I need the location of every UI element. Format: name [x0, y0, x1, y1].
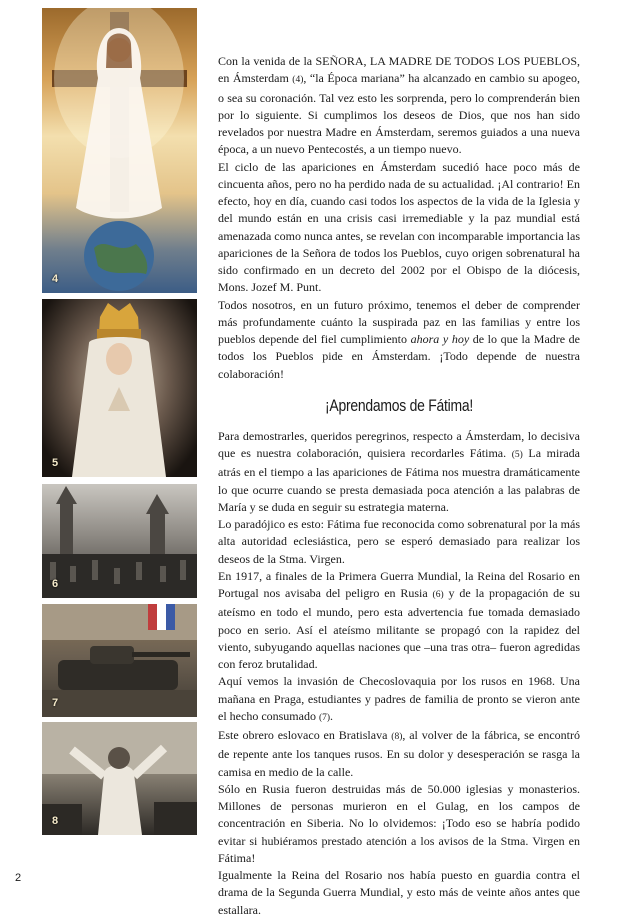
- prague-tanks-illustration: [42, 604, 197, 717]
- paragraph: El ciclo de las apariciones en Ámsterdam sucedió hace poco más de cincuenta años, pero no ha perdido nada de su actualidad. ¡Al contrario! En efecto, hoy en día, cuando casi todos los aspectos de la vida de la Iglesia y del mundo están en una crisis casi irremediable y la paz mundial está amenazada como nunca antes, se revelan con incomparable importancia las apariciones de la Señora de todos los Pueblos, cuyo origen sobrenatural ha sido confirmado en un decreto del 2002 por el Obispo de la diócesis, Mons. Jozef M. Punt.: [218, 159, 580, 295]
- section-heading: ¡Aprendamos de Fátima!: [324, 395, 473, 415]
- fatima-statue-illustration: [42, 299, 197, 477]
- paragraph: Aquí vemos la invasión de Checoslovaquia por los rusos en 1968. Una mañana en Praga, estudiantes y padres de familia de pronto se vieron ante el hecho consumado (7).: [218, 674, 580, 723]
- paragraph: En 1917, a finales de la Primera Guerra Mundial, la Reina del Rosario en Portugal nos avisaba del peligro en Rusia (6) y de la propagación de su ateísmo en todo el mundo, pero esta advertencia fue tomada demasiado poco en serio. Así el ateísmo militante se propagó con la rapidez del viento, subyugando aquellas naciones que –una tras otra– fueron agredidas con feroz brutalidad.: [218, 568, 580, 671]
- figure-ref: (8): [391, 732, 403, 742]
- red-square-illustration: [42, 484, 197, 598]
- lady-of-all-nations-image: [42, 8, 197, 293]
- figure-ref: (5): [511, 450, 523, 460]
- bratislava-worker-illustration: [42, 722, 197, 835]
- photo-number: 7: [52, 697, 59, 709]
- paragraph: Igualmente la Reina del Rosario nos había puesto en guardia contra el drama de la Segunda Guerra Mundial, y esto más de veinte años antes que estallara.: [218, 868, 580, 917]
- page-number: 2: [15, 872, 22, 884]
- photo-number: 5: [52, 457, 59, 469]
- paragraph: Sólo en Rusia fueron destruidas más de 50.000 iglesias y monasterios. Millones de personas murieron en el Gulag, en los campos de concentración en Siberia. No lo olvidemos: ¡Todo eso se habría podido evitar si hubiéramos prestado atención a los avisos de la Stma. Virgen en Fátima!: [218, 781, 580, 865]
- paragraph: Lo paradójico es esto: Fátima fue reconocida como sobrenatural por la más alta autoridad eclesiástica, pero se esperó demasiado para realizar los deseos de la Stma. Virgen.: [218, 517, 580, 566]
- figure-ref: (6): [432, 590, 444, 600]
- figure-ref: (4): [292, 75, 304, 86]
- paragraph: Todos nosotros, en un futuro próximo, tenemos el deber de comprender más profundamente cuánto la suspirada paz en las familias y entre los pueblos depende del fiel cumplimiento ahora y hoy de lo que la Madre de todos los Pueblos pide en Ámsterdam. ¡Todo depende de nuestra colaboración!: [218, 297, 581, 381]
- photo-number: 4: [52, 273, 59, 285]
- prague-tanks-image: [42, 604, 197, 717]
- red-square-moscow-image: [42, 484, 197, 598]
- bratislava-worker-image: [42, 722, 197, 835]
- our-lady-of-fatima-statue-image: [42, 299, 197, 477]
- article-text: [218, 53, 580, 919]
- paragraph: Con la venida de la SEÑORA, LA MADRE DE TODOS LOS PUEBLOS, en Ámsterdam (4), “la Época mariana” ha alcanzado en cambio su apogeo, o sea su coronación. Tal vez esto les sorprenda, pero lo comprenderán bien por lo siguiente. Si cumplimos los deseos de Dios, que nos han sido revelados por nuestra Madre en Ámsterdam, seremos guiados a una nueva época, a un nuevo Pentecostés, a un tiempo nuevo.: [218, 54, 580, 157]
- lady-of-all-nations-illustration: [42, 8, 197, 293]
- figure-ref: (7): [318, 712, 331, 723]
- paragraph: Para demostrarles, queridos peregrinos, respecto a Ámsterdam, lo decisiva que es nuestra colaboración, quisiera recordarles Fátima. (5) La mirada atrás en el tiempo a las apariciones de Fátima nos muestra dramáticamente lo que ocurre cuando se presta demasiada poca atención a las palabras de María y se duda en seguir su estrategia materna.: [218, 428, 580, 514]
- paragraph: Este obrero eslovaco en Bratislava (8), al volver de la fábrica, se encontró de repente ante los tanques rusos. En su dolor y desesperación se rasga la camisa en medio de la calle.: [218, 728, 581, 779]
- photo-number: 6: [52, 578, 59, 590]
- photo-number: 8: [52, 815, 59, 827]
